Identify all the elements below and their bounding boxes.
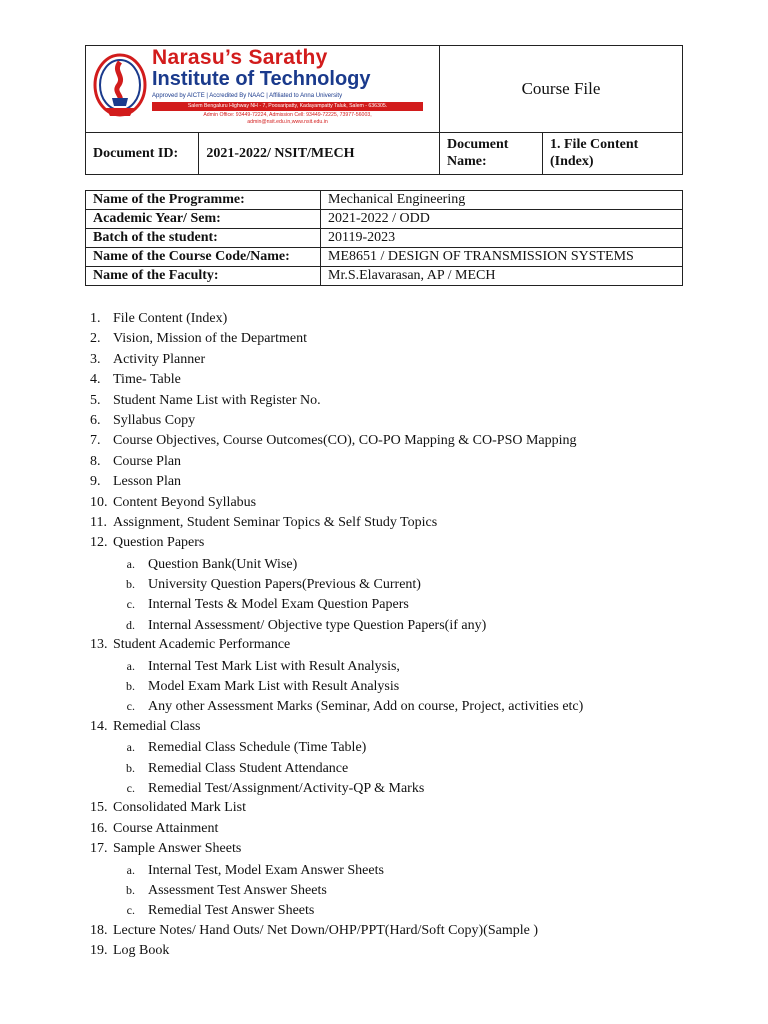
list-item: [90, 533, 583, 553]
info-label: Batch of the student:: [86, 229, 321, 248]
item-number: 5.: [90, 392, 101, 408]
contact-info: [152, 112, 423, 126]
item-number: 2.: [90, 331, 101, 347]
item-text: Internal Assessment/ Objective type Question Papers(if any): [148, 617, 487, 633]
item-text: Any other Assessment Marks (Seminar, Add on course, Project, activities etc): [148, 699, 584, 715]
sub-list-item: [90, 737, 583, 757]
file-content-list: [90, 309, 583, 962]
item-text: Lesson Plan: [113, 474, 182, 490]
item-text: Time- Table: [113, 372, 181, 388]
sub-list-item: [90, 594, 583, 614]
item-text: Log Book: [113, 943, 170, 959]
sub-list-item: [90, 880, 583, 900]
item-number: a.: [126, 556, 135, 571]
contact-line: Admin Office: 93449-72224, Admission Cell: 93449-72225, 73977-56003,: [203, 112, 372, 118]
item-number: 3.: [90, 351, 101, 367]
sub-list-item: [90, 656, 583, 676]
info-row: [86, 191, 683, 210]
item-text: Student Name List with Register No.: [113, 392, 321, 408]
item-number: b.: [126, 760, 135, 775]
item-number: 17.: [90, 841, 108, 857]
list-item: [90, 717, 583, 737]
list-item: [90, 493, 583, 513]
course-file-title: Course File: [440, 46, 683, 133]
sub-list-item: [90, 758, 583, 778]
info-label: Academic Year/ Sem:: [86, 210, 321, 229]
item-text: Question Papers: [113, 535, 205, 551]
item-number: a.: [126, 658, 135, 673]
sub-list-item: [90, 676, 583, 696]
address-bar: Salem Bengaluru Highway NH - 7, Poosaripatty, Kadayampatty Taluk, Salem - 636305.: [152, 102, 423, 111]
sub-list-item: [90, 900, 583, 920]
info-label: Name of the Faculty:: [86, 267, 321, 286]
sub-list-item: [90, 696, 583, 716]
item-text: Syllabus Copy: [113, 412, 196, 428]
list-item: [90, 798, 583, 818]
item-text: Question Bank(Unit Wise): [148, 556, 298, 572]
info-label: Name of the Programme:: [86, 191, 321, 210]
institute-name-line2: Institute of Technology: [152, 68, 371, 90]
info-row: [86, 248, 683, 267]
item-number: b.: [126, 882, 135, 897]
sub-list-item: [90, 574, 583, 594]
item-text: Content Beyond Syllabus: [113, 494, 257, 510]
list-item: [90, 921, 583, 941]
item-number: 15.: [90, 800, 108, 816]
list-item: [90, 329, 583, 349]
list-item: [90, 941, 583, 961]
item-text: Remedial Class: [113, 718, 201, 734]
item-number: 9.: [90, 474, 101, 490]
doc-id-value: 2021-2022/ NSIT/MECH: [199, 133, 440, 175]
item-number: 14.: [90, 718, 108, 734]
item-number: a.: [126, 740, 135, 755]
item-text: Internal Test, Model Exam Answer Sheets: [148, 862, 384, 878]
item-number: 18.: [90, 922, 108, 938]
list-item: [90, 411, 583, 431]
sub-list-item: [90, 615, 583, 635]
list-item: [90, 431, 583, 451]
item-number: 19.: [90, 943, 108, 959]
info-value: Mechanical Engineering: [321, 191, 683, 210]
item-text: Model Exam Mark List with Result Analysis: [148, 679, 400, 695]
list-item: [90, 452, 583, 472]
doc-name-value: 1. File Content (Index): [543, 133, 683, 175]
item-text: Course Plan: [113, 453, 182, 469]
doc-name-label: Document Name:: [440, 133, 543, 175]
list-item: [90, 839, 583, 859]
info-row: [86, 267, 683, 286]
item-number: 16.: [90, 820, 108, 836]
item-text: Activity Planner: [113, 351, 206, 367]
item-text: Remedial Class Student Attendance: [148, 760, 349, 776]
item-text: File Content (Index): [113, 311, 228, 326]
info-value: 20119-2023: [321, 229, 683, 248]
sub-list-item: [90, 554, 583, 574]
info-value: Mr.S.Elavarasan, AP / MECH: [321, 267, 683, 286]
institute-name-line1: Narasu’s Sarathy: [152, 46, 328, 69]
item-number: 7.: [90, 433, 101, 449]
item-text: Vision, Mission of the Department: [113, 331, 307, 347]
item-number: 12.: [90, 535, 108, 551]
item-text: Lecture Notes/ Hand Outs/ Net Down/OHP/PPT(Hard/Soft Copy)(Sample ): [113, 922, 538, 938]
item-number: 8.: [90, 453, 101, 469]
item-text: Assignment, Student Seminar Topics & Self Study Topics: [113, 514, 438, 530]
item-text: University Question Papers(Previous & Current): [148, 577, 421, 593]
item-text: Remedial Class Schedule (Time Table): [148, 740, 367, 756]
item-text: Internal Tests & Model Exam Question Papers: [148, 597, 409, 613]
approval-text: Approved by AICTE | Accredited By NAAC | Affiliated to Anna University: [152, 93, 343, 99]
item-number: c.: [126, 903, 135, 918]
item-number: 11.: [90, 514, 107, 530]
item-text: Consolidated Mark List: [113, 800, 246, 816]
list-item: [90, 819, 583, 839]
item-text: Course Objectives, Course Outcomes(CO), CO-PO Mapping & CO-PSO Mapping: [113, 433, 577, 449]
institute-logo-cell: [86, 46, 440, 133]
info-value: ME8651 / DESIGN OF TRANSMISSION SYSTEMS: [321, 248, 683, 267]
item-text: Student Academic Performance: [113, 637, 291, 653]
document-header-table: [85, 45, 683, 175]
info-row: [86, 210, 683, 229]
item-number: 6.: [90, 412, 101, 428]
item-number: b.: [126, 577, 135, 592]
sub-list-item: [90, 778, 583, 798]
list-item: [90, 391, 583, 411]
info-label: Name of the Course Code/Name:: [86, 248, 321, 267]
item-number: 10.: [90, 494, 108, 510]
item-number: b.: [126, 679, 135, 694]
item-number: 13.: [90, 637, 108, 653]
info-value: 2021-2022 / ODD: [321, 210, 683, 229]
item-text: Remedial Test Answer Sheets: [148, 903, 315, 919]
list-item: [90, 472, 583, 492]
list-item: [90, 370, 583, 390]
list-item: [90, 513, 583, 533]
list-item: [90, 309, 583, 329]
item-number: d.: [126, 617, 135, 632]
item-number: 4.: [90, 372, 101, 388]
item-text: Remedial Test/Assignment/Activity-QP & Marks: [148, 780, 425, 796]
info-row: [86, 229, 683, 248]
item-text: Sample Answer Sheets: [113, 841, 242, 857]
sub-list-item: [90, 860, 583, 880]
contact-web-line: admin@nsit.edu.in,www.nsit.edu.in: [247, 119, 328, 125]
item-number: c.: [126, 780, 135, 795]
item-text: Course Attainment: [113, 820, 219, 836]
item-number: c.: [126, 597, 135, 612]
item-number: a.: [126, 862, 135, 877]
item-number: 1.: [90, 311, 101, 326]
item-text: Assessment Test Answer Sheets: [148, 882, 327, 898]
institute-emblem-icon: [92, 52, 148, 122]
doc-id-label: Document ID:: [86, 133, 199, 175]
item-text: Internal Test Mark List with Result Analysis,: [148, 658, 400, 674]
item-number: c.: [126, 699, 135, 714]
course-info-table: [85, 190, 683, 286]
list-item: [90, 350, 583, 370]
list-item: [90, 635, 583, 655]
